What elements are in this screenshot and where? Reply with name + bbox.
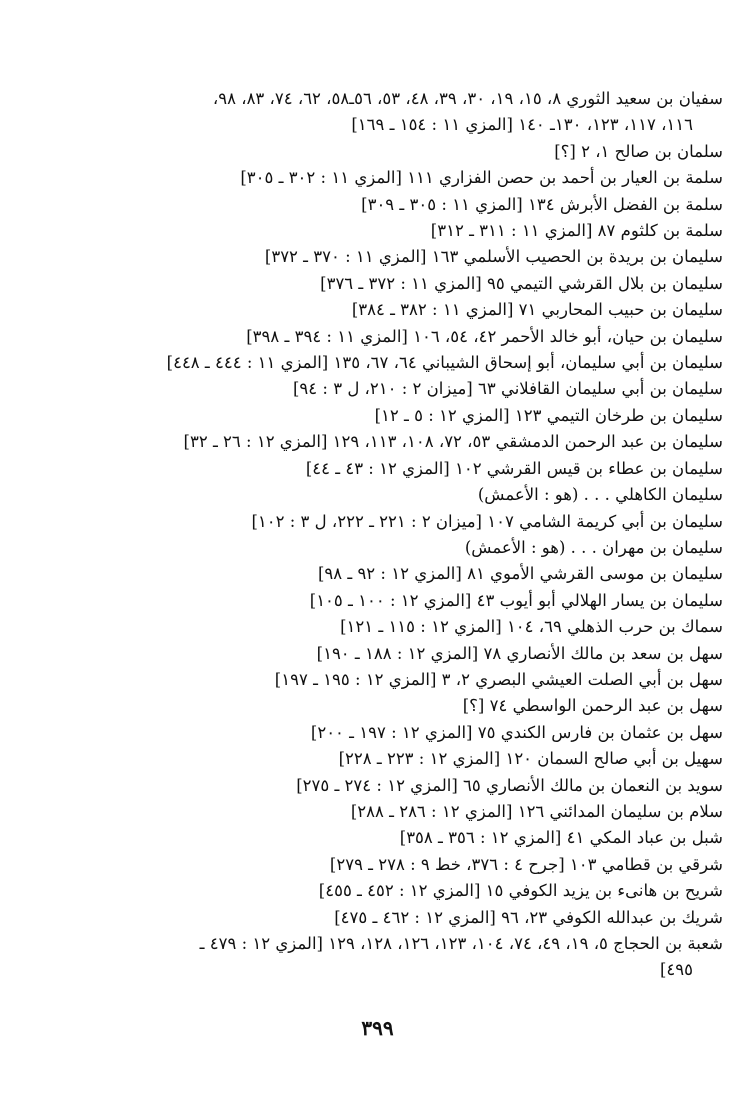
index-entry-continuation: ١١٦، ١١٧، ١٢٣، ١٣٠ـ ١٤٠ [المزي ١١ : ١٥٤ ـ ١٦٩] <box>351 115 693 135</box>
index-entry <box>23 509 723 535</box>
index-entry-continuation: ٤٩٥] <box>659 960 693 980</box>
index-entry <box>23 799 723 825</box>
index-entry-text: سليمان بن طرخان التيمي ١٢٣ [المزي ١٢ : ٥ ـ ١٢] <box>374 405 723 425</box>
index-entry-text: سلمة بن الفضل الأبرش ١٣٤ [المزي ١١ : ٣٠٥ ـ ٣٠٩] <box>361 194 723 214</box>
index-entry <box>23 297 723 323</box>
index-entry-text: سفيان بن سعيد الثوري ٨، ١٥، ١٩، ٣٠، ٣٩، ٤٨، ٥٣، ٥٦ـ٥٨، ٦٢، ٧٤، ٨٣، ٩٨، <box>212 89 723 108</box>
index-entry-text: سهل بن عثمان بن فارس الكندي ٧٥ [المزي ١٢ : ١٩٧ ـ ٢٠٠] <box>310 722 723 742</box>
index-entry <box>23 271 723 297</box>
index-entry-text: شريح بن هانىء بن يزيد الكوفي ١٥ [المزي ١٢ : ٤٥٢ ـ ٤٥٥] <box>318 881 723 901</box>
index-entry <box>23 825 723 851</box>
index-entry <box>23 324 723 350</box>
index-entry <box>23 878 723 904</box>
index-entry <box>23 139 723 165</box>
index-entry-text: سويد بن النعمان بن مالك الأنصاري ٦٥ [المزي ١٢ : ٢٧٤ ـ ٢٧٥] <box>296 775 723 795</box>
index-entry <box>23 614 723 640</box>
index-entry-text: سلمة بن كلثوم ٨٧ [المزي ١١ : ٣١١ ـ ٣١٢] <box>430 221 723 241</box>
page-number: ٣٩٩ <box>361 1016 394 1040</box>
index-entry-text: سليمان بن حيان، أبو خالد الأحمر ٤٢، ٥٤، ١٠٦ [المزي ١١ : ٣٩٤ ـ ٣٩٨] <box>246 326 723 346</box>
index-entry-text: سليمان بن يسار الهلالي أبو أيوب ٤٣ [المزي ١٢ : ١٠٠ ـ ١٠٥] <box>309 590 723 610</box>
index-entry-text: سليمان بن موسى القرشي الأموي ٨١ [المزي ١٢ : ٩٢ ـ ٩٨] <box>317 564 723 584</box>
index-entry-text: سليمان بن أبي سليمان القافلاني ٦٣ [ميزان ٢ : ٢١٠، ل ٣ : ٩٤] <box>292 379 723 399</box>
index-entry <box>23 641 723 667</box>
index-entry-text: سليمان بن بريدة بن الحصيب الأسلمي ١٦٣ [المزي ١١ : ٣٧٠ ـ ٣٧٢] <box>264 247 723 267</box>
index-entry <box>23 86 723 139</box>
index-entry <box>23 456 723 482</box>
index-entry <box>23 667 723 693</box>
index-entry <box>23 693 723 719</box>
index-entry-text: سليمان بن عطاء بن قيس القرشي ١٠٢ [المزي ١٢ : ٤٣ ـ ٤٤] <box>305 458 723 478</box>
index-entry-text: سهل بن عبد الرحمن الواسطي ٧٤ [؟] <box>462 696 723 716</box>
index-entry <box>23 350 723 376</box>
index-entry <box>23 482 723 508</box>
index-entry-text: شرقي بن قطامي ١٠٣ [جرح ٤ : ٣٧٦، خط ٩ : ٢٧٨ ـ ٢٧٩] <box>329 854 723 874</box>
index-entry <box>23 588 723 614</box>
index-entry <box>23 535 723 561</box>
index-entry-text: سماك بن حرب الذهلي ٦٩، ١٠٤ [المزي ١٢ : ١١٥ ـ ١٢١] <box>340 617 723 637</box>
index-entry <box>23 905 723 931</box>
index-entry-text: سليمان الكاهلي . . . (هو : الأعمش) <box>477 485 723 505</box>
index-entry-text: سهل بن سعد بن مالك الأنصاري ٧٨ [المزي ١٢ : ١٨٨ ـ ١٩٠] <box>316 643 723 663</box>
index-entry-text: سهل بن أبي الصلت العيشي البصري ٢، ٣ [المزي ١٢ : ١٩٥ ـ ١٩٧] <box>274 669 723 689</box>
index-entry-text: سلام بن سليمان المدائني ١٢٦ [المزي ١٢ : ٢٨٦ ـ ٢٨٨] <box>350 801 723 821</box>
index-entry-text: سليمان بن أبي كريمة الشامي ١٠٧ [ميزان ٢ : ٢٢١ ـ ٢٢٢، ل ٣ : ١٠٢] <box>251 511 723 531</box>
index-entry-text: سهيل بن أبي صالح السمان ١٢٠ [المزي ١٢ : ٢٢٣ ـ ٢٢٨] <box>338 749 723 769</box>
index-entry <box>23 561 723 587</box>
index-entry <box>23 244 723 270</box>
index-entry <box>23 376 723 402</box>
index-entry <box>23 165 723 191</box>
index-entry <box>23 852 723 878</box>
index-entry-text: سلمان بن صالح ١، ٢ [؟] <box>554 141 723 161</box>
index-entry-text: شعبة بن الحجاج ٥، ١٩، ٤٩، ٧٤، ١٠٤، ١٢٣، ١٢٦، ١٢٨، ١٢٩ [المزي ١٢ : ٤٧٩ ـ <box>199 934 723 953</box>
index-entry-text: سليمان بن حبيب المحاربي ٧١ [المزي ١١ : ٣٨٢ ـ ٣٨٤] <box>351 300 723 320</box>
index-entry <box>23 746 723 772</box>
index-entry-text: شبل بن عباد المكي ٤١ [المزي ١٢ : ٣٥٦ ـ ٣٥٨] <box>399 828 723 848</box>
index-entry-text: سلمة بن العيار بن أحمد بن حصن الفزاري ١١١ [المزي ١١ : ٣٠٢ ـ ٣٠٥] <box>240 168 723 188</box>
index-entry-text: شريك بن عبدالله الكوفي ٢٣، ٩٦ [المزي ١٢ : ٤٦٢ ـ ٤٧٥] <box>334 907 723 927</box>
index-entry <box>23 429 723 455</box>
index-entry-text: سليمان بن أبي سليمان، أبو إسحاق الشيباني ٦٤، ٦٧، ١٣٥ [المزي ١١ : ٤٤٤ ـ ٤٤٨] <box>166 353 723 373</box>
index-entry-text: سليمان بن عبد الرحمن الدمشقي ٥٣، ٧٢، ١٠٨، ١١٣، ١٢٩ [المزي ١٢ : ٢٦ ـ ٣٢] <box>183 432 723 452</box>
index-entry <box>23 931 723 984</box>
index-entry <box>23 403 723 429</box>
index-entry-text: سليمان بن مهران . . . (هو : الأعمش) <box>464 537 723 557</box>
index-entry <box>23 773 723 799</box>
index-entry-text: سليمان بن بلال القرشي التيمي ٩٥ [المزي ١١ : ٣٧٢ ـ ٣٧٦] <box>320 273 723 293</box>
index-entry <box>23 218 723 244</box>
index-entry-list <box>23 86 723 984</box>
index-entry <box>23 192 723 218</box>
index-entry <box>23 720 723 746</box>
